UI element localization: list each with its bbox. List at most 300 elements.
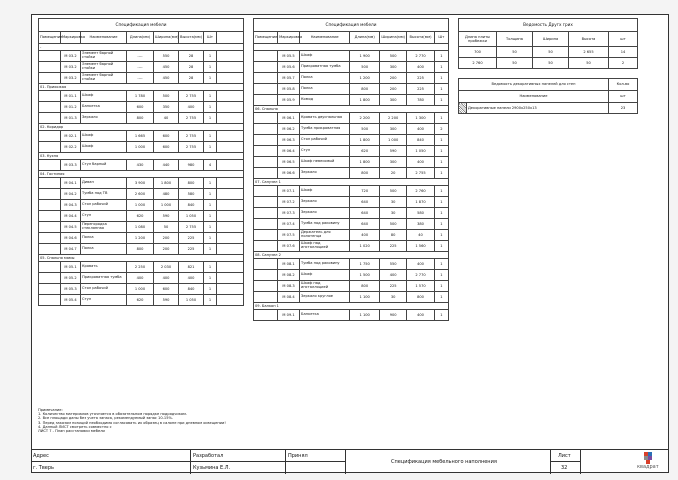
column-header: Шт (434, 32, 448, 44)
table-cell: 225 (179, 244, 204, 255)
table-cell: М 07.3 (278, 208, 300, 219)
room-cell (254, 95, 278, 106)
table-cell: М 07.4 (278, 219, 300, 230)
table-row (39, 142, 244, 153)
table-cell: 1 (434, 270, 448, 281)
empty-cell (217, 211, 244, 222)
note-line: 3. Перед заказом позиций необходимо согласовать их образец в салоне при дневном освещении! (38, 420, 226, 425)
accepted-label: Принял (288, 453, 308, 459)
table-cell: 2 200 (350, 113, 380, 124)
table-cell: М 08.3 (278, 281, 300, 292)
room-cell (254, 51, 278, 62)
table-cell: ---- (127, 73, 154, 84)
notes-block (38, 408, 226, 433)
table-cell: 800 (407, 292, 434, 303)
table-cell: 1 080 (127, 222, 154, 233)
table-cell: Шкаф над инсталляцией (300, 241, 350, 252)
room-cell (39, 189, 61, 200)
room-cell (254, 241, 278, 252)
table-cell: 2 030 (154, 262, 179, 273)
table-cell: Шкаф (300, 186, 350, 197)
table-row (254, 135, 449, 146)
room-cell (39, 131, 61, 142)
table-row (254, 84, 449, 95)
table-cell: Полка (300, 73, 350, 84)
table-cell: 700 (459, 47, 497, 58)
section-name: 05. Спальня мамы (39, 255, 244, 262)
empty-cell (217, 160, 244, 171)
table-cell: Банкетка (300, 310, 350, 321)
table-title: Ведомость декоративных панелей для стен (459, 79, 609, 91)
table-cell: Стол рабочий (81, 284, 127, 295)
address-label-cell (31, 450, 191, 462)
table-cell: 225 (379, 281, 406, 292)
table-cell: 1 (204, 73, 217, 84)
section-row (254, 44, 449, 51)
table-cell: М 05.9 (278, 95, 300, 106)
table-cell: М 05.4 (61, 295, 81, 306)
panel-qty: 23 (609, 103, 638, 114)
table-cell: Перегородка стеклянная (81, 222, 127, 233)
table-cell: 30 (379, 197, 406, 208)
room-cell (254, 168, 278, 179)
empty-cell (217, 73, 244, 84)
table-row (39, 189, 244, 200)
table-cell: 2 755 (179, 222, 204, 233)
room-cell (39, 160, 61, 171)
table-row (39, 262, 244, 273)
table-cell: 1 (434, 281, 448, 292)
timber-list-table (458, 18, 638, 69)
section-name (254, 44, 449, 51)
table-cell: 400 (179, 273, 204, 284)
room-cell (39, 211, 61, 222)
table-row (39, 73, 244, 84)
table-cell: 200 (379, 84, 406, 95)
room-cell (39, 178, 61, 189)
room-cell (39, 91, 61, 102)
sheet-title-cell (346, 450, 551, 474)
table-cell: 1 750 (350, 259, 380, 270)
table-row (39, 211, 244, 222)
table-cell: 350 (154, 102, 179, 113)
table-cell: 1 800 (154, 178, 179, 189)
room-cell (39, 102, 61, 113)
table-cell: 620 (127, 295, 154, 306)
table-cell: 1 200 (350, 73, 380, 84)
empty-cell (217, 222, 244, 233)
table-cell: М 05.3 (61, 284, 81, 295)
table-cell: 840 (407, 135, 434, 146)
table-cell: Стол рабочий (300, 135, 350, 146)
table-cell: М 05.8 (278, 84, 300, 95)
table-cell: ---- (127, 51, 154, 62)
table-cell: М 05.1 (61, 262, 81, 273)
table-cell: 400 (407, 157, 434, 168)
table-cell: 50 (569, 58, 609, 69)
table-cell: М 05.5 (278, 51, 300, 62)
logo-text: квадрат (637, 464, 659, 470)
section-name: 06. Спальня (254, 106, 449, 113)
table-cell: 1 000 (379, 135, 406, 146)
sheet-number: 32 (561, 465, 568, 471)
section-name: 01. Прихожая (39, 84, 244, 91)
table-cell: Зеркало круглое (300, 292, 350, 303)
developer-label: Разработал (193, 453, 224, 459)
table-row (254, 124, 449, 135)
table-cell: 800 (127, 113, 154, 124)
table-cell: М 08.4 (278, 292, 300, 303)
column-header: Толщина (497, 32, 533, 47)
room-cell (254, 157, 278, 168)
column-header: Ширина (533, 32, 569, 47)
empty-cell (217, 62, 244, 73)
table-row (254, 310, 449, 321)
table-cell: 1 (434, 241, 448, 252)
table-cell: 1 900 (350, 51, 380, 62)
section-name: 07. Санузел 1 (254, 179, 449, 186)
table-cell: 1 800 (350, 95, 380, 106)
table-cell: 480 (154, 189, 179, 200)
table-cell: Кровать (81, 262, 127, 273)
table-cell: М 06.3 (278, 135, 300, 146)
table-cell: 2 770 (407, 51, 434, 62)
room-cell (39, 200, 61, 211)
section-row (39, 255, 244, 262)
table-cell: 2 755 (179, 113, 204, 124)
table-cell: 500 (379, 51, 406, 62)
table-cell: 400 (127, 273, 154, 284)
room-cell (254, 310, 278, 321)
address-value: г. Тверь (33, 465, 55, 471)
table-row (459, 58, 638, 69)
table-cell: 400 (350, 230, 380, 241)
table-cell: 1 (434, 135, 448, 146)
room-cell (39, 222, 61, 233)
column-header: Длина плиты пробежки (459, 32, 497, 47)
table-row (254, 73, 449, 84)
table-cell: М 04.3 (61, 200, 81, 211)
hatch-swatch (459, 103, 467, 114)
table-cell: 380 (407, 219, 434, 230)
room-cell (254, 270, 278, 281)
table-cell: 40 (154, 113, 179, 124)
table-cell: 2 600 (127, 189, 154, 200)
table-cell: Шкаф невесомый (300, 157, 350, 168)
column-header: Длина(мм) (350, 32, 380, 44)
count-header: Кол-во (609, 79, 638, 91)
table-cell: 821 (179, 262, 204, 273)
table-cell: М 03.3 (61, 160, 81, 171)
table-cell: 28 (179, 73, 204, 84)
table-cell: 1 (204, 113, 217, 124)
table-cell: 550 (154, 51, 179, 62)
table-cell: М 02.1 (61, 131, 81, 142)
table-cell: 1 (434, 95, 448, 106)
empty-cell (217, 51, 244, 62)
table-cell: М 07.2 (278, 197, 300, 208)
table-cell: 2 770 (407, 270, 434, 281)
room-cell (39, 262, 61, 273)
table-cell: 2 (609, 58, 638, 69)
table-cell: М 04.1 (61, 178, 81, 189)
column-header: шт (609, 32, 638, 47)
table-cell: 1 (434, 62, 448, 73)
section-row (39, 124, 244, 131)
table-cell: 1 800 (350, 157, 380, 168)
table-cell: 400 (407, 310, 434, 321)
table-row (459, 103, 638, 114)
table-cell: 1 (434, 310, 448, 321)
table-cell: Стул барный (81, 160, 127, 171)
table-cell: 800 (350, 281, 380, 292)
sheet-label: Лист (558, 453, 571, 459)
section-row (39, 84, 244, 91)
section-row (39, 171, 244, 178)
table-cell: М 07.6 (278, 241, 300, 252)
empty-cell (217, 189, 244, 200)
column-header: Помещение (254, 32, 278, 44)
table-cell: 1 (204, 222, 217, 233)
table-cell: 1 (204, 273, 217, 284)
table-cell: 590 (154, 295, 179, 306)
table-cell: Зеркало (300, 208, 350, 219)
table-cell: 600 (154, 284, 179, 295)
room-cell (39, 284, 61, 295)
table-row (39, 113, 244, 124)
table-row (254, 51, 449, 62)
table-cell: 440 (154, 160, 179, 171)
table-cell: 50 (533, 58, 569, 69)
empty-cell (217, 295, 244, 306)
table-row (254, 186, 449, 197)
room-cell (254, 62, 278, 73)
empty-cell (217, 262, 244, 273)
room-cell (254, 230, 278, 241)
empty-cell (217, 233, 244, 244)
table-cell: 500 (154, 91, 179, 102)
table-cell: Стул (81, 295, 127, 306)
table-title: Ведомость Другх грих (458, 18, 638, 31)
table-cell: Тумба под раковину (300, 259, 350, 270)
room-cell (39, 273, 61, 284)
table-cell: М 01.2 (61, 102, 81, 113)
table-cell: 1 570 (407, 281, 434, 292)
table-cell: Полка (300, 84, 350, 95)
table-row (254, 219, 449, 230)
table-row (254, 270, 449, 281)
table-cell: 1 000 (154, 200, 179, 211)
table-cell: 2 760 (459, 58, 497, 69)
table-row (254, 157, 449, 168)
room-cell (254, 197, 278, 208)
table-cell: 50 (533, 47, 569, 58)
table-cell: М 05.7 (278, 73, 300, 84)
name-header: Наименование (459, 91, 609, 103)
table-cell: 640 (350, 208, 380, 219)
table-cell: 30 (379, 292, 406, 303)
table-cell: Шкаф (81, 131, 127, 142)
room-cell (254, 281, 278, 292)
furniture-spec-table-1 (38, 18, 244, 306)
empty-cell (217, 142, 244, 153)
table-cell: Зеркало (81, 113, 127, 124)
room-cell (254, 259, 278, 270)
table-cell: 2 755 (179, 142, 204, 153)
table-row (39, 51, 244, 62)
column-header: Наименование (81, 32, 127, 44)
table-cell: 1 (204, 295, 217, 306)
table-cell: 980 (179, 160, 204, 171)
empty-cell (217, 91, 244, 102)
table-cell: 500 (379, 219, 406, 230)
table-title: Спецификация мебели (38, 18, 244, 31)
table-cell: 1 (434, 259, 448, 270)
note-line: 1. Количество материалов уточняется в обязательном порядке подрядчиком. (38, 412, 187, 417)
table-cell: 3 900 (127, 178, 154, 189)
table-cell: 580 (179, 189, 204, 200)
column-header: Высота(мм) (179, 32, 204, 44)
column-header: Помещение (39, 32, 61, 44)
section-row (254, 303, 449, 310)
empty-cell (217, 113, 244, 124)
note-line: 2. Все площади даны без учета запаса, рекомендуемый запас 10-15%. (38, 416, 174, 421)
table-cell: Комод (300, 95, 350, 106)
room-cell (254, 124, 278, 135)
table-cell: Зеркало (300, 197, 350, 208)
table-cell: Полка (81, 233, 127, 244)
developer-label-cell (191, 450, 286, 462)
table-cell: 600 (127, 102, 154, 113)
table-cell: 500 (379, 186, 406, 197)
table-cell: 1 500 (350, 270, 380, 281)
room-cell (254, 146, 278, 157)
table-cell: 400 (379, 270, 406, 281)
section-name: - (39, 44, 244, 51)
empty-cell (217, 131, 244, 142)
panel-name: Декоративные панели 2900х250х13 (467, 103, 609, 114)
table-cell: 800 (350, 84, 380, 95)
room-cell (39, 62, 61, 73)
empty-cell (217, 102, 244, 113)
table-row (39, 91, 244, 102)
table-row (39, 102, 244, 113)
table-row (254, 95, 449, 106)
table-row (39, 222, 244, 233)
table-cell: 1 (204, 244, 217, 255)
table-row (254, 259, 449, 270)
table-cell: М 08.2 (278, 270, 300, 281)
table-cell: 1 560 (407, 241, 434, 252)
column-header: Маркировка (278, 32, 300, 44)
table-cell: 300 (379, 157, 406, 168)
table-cell: Элемент барной стойки (81, 62, 127, 73)
table-cell: 450 (154, 62, 179, 73)
unit-header: шт (609, 91, 638, 103)
table-cell: 1 (434, 51, 448, 62)
table-cell: 400 (154, 273, 179, 284)
room-cell (39, 73, 61, 84)
room-cell (254, 219, 278, 230)
table-cell: 620 (127, 211, 154, 222)
table-cell: 28 (179, 62, 204, 73)
table-cell: 1 665 (127, 131, 154, 142)
table-cell: 1 (434, 230, 448, 241)
table-row (254, 197, 449, 208)
table-cell: Прикроватная тумба (300, 62, 350, 73)
table-cell: 590 (379, 146, 406, 157)
table-cell: 1 (434, 113, 448, 124)
table-cell: 780 (407, 95, 434, 106)
table-cell: М 06.6 (278, 168, 300, 179)
table-cell: 1 000 (127, 284, 154, 295)
table-cell: 2 (434, 124, 448, 135)
table-cell: 1 100 (350, 310, 380, 321)
table-cell: М 04.2 (61, 189, 81, 200)
table-cell: Шкаф (81, 142, 127, 153)
table-cell: Шкаф над инсталляцией (300, 281, 350, 292)
table-cell: М 02.2 (61, 142, 81, 153)
table-cell: 4 (204, 160, 217, 171)
accepted-cell (286, 462, 346, 474)
table-cell: 1 (434, 292, 448, 303)
table-cell: Шкаф (300, 270, 350, 281)
sheet-label-cell (551, 450, 581, 462)
table-row (254, 241, 449, 252)
table-cell: Полка (81, 244, 127, 255)
table-row (39, 178, 244, 189)
table-cell: М 01.1 (61, 91, 81, 102)
table-cell: 500 (350, 124, 380, 135)
table-cell: 1 800 (350, 135, 380, 146)
room-cell (254, 208, 278, 219)
note-line: 4. Данный ЛИСТ смотреть совместно с (38, 424, 112, 429)
room-cell (39, 113, 61, 124)
note-line: ЛИСТ 7 - План расстановки мебели (38, 429, 105, 434)
column-header: Ширина(мм) (154, 32, 179, 44)
table-cell: М 08.1 (278, 259, 300, 270)
table-row (254, 281, 449, 292)
furniture-spec-table-2 (253, 18, 449, 321)
table-cell: М 05.6 (278, 62, 300, 73)
table-cell: 225 (179, 233, 204, 244)
room-cell (39, 142, 61, 153)
table-cell: 1 (204, 200, 217, 211)
table-cell: ---- (127, 62, 154, 73)
table-title: Спецификация мебели (253, 18, 449, 31)
table-cell: 1 000 (127, 142, 154, 153)
table-cell: Тумба под ТВ (81, 189, 127, 200)
table-cell: Стул (300, 146, 350, 157)
table-cell: 500 (350, 62, 380, 73)
table-cell: 2 755 (179, 91, 204, 102)
table-cell: 400 (179, 102, 204, 113)
table-cell: 50 (497, 58, 533, 69)
table-cell: 2 655 (569, 47, 609, 58)
table-row (39, 233, 244, 244)
table-cell: 2 755 (179, 131, 204, 142)
table-cell: 300 (379, 95, 406, 106)
table-cell: 1 000 (127, 200, 154, 211)
table-cell: 1 (434, 84, 448, 95)
table-cell: 1 300 (407, 113, 434, 124)
table-cell: 590 (154, 211, 179, 222)
table-cell: 30 (379, 208, 406, 219)
table-cell: 1 (434, 157, 448, 168)
column-header: Ширина(мм) (379, 32, 406, 44)
table-row (254, 230, 449, 241)
room-cell (254, 84, 278, 95)
